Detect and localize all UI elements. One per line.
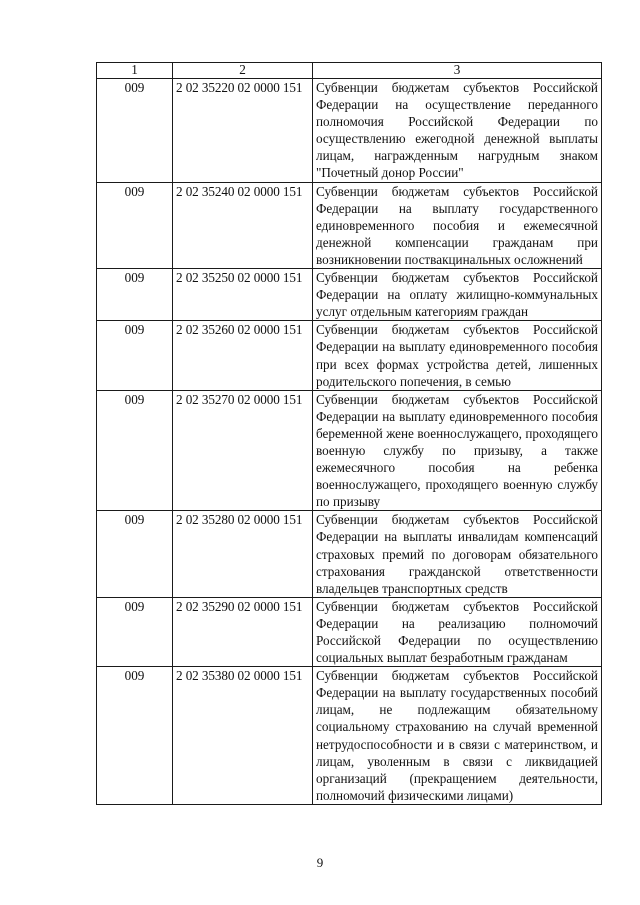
table-row [97, 390, 602, 511]
budget-code-cell: 2 02 35280 02 0000 151 [173, 511, 313, 597]
admin-code-cell: 009 [97, 321, 173, 390]
description-cell: Субвенции бюджетам субъектов Российской Федерации на выплату единовременного пособия при всех формах устройства детей, лишенных родительского попечения, в семью [313, 321, 602, 390]
description-cell: Субвенции бюджетам субъектов Российской Федерации на выплаты инвалидам компенсаций страховых премий по договорам обязательного страхования гражданской ответственности владельцев транспортных средств [313, 511, 602, 597]
admin-code-cell: 009 [97, 182, 173, 268]
column-header-2: 2 [173, 63, 313, 79]
description-cell: Субвенции бюджетам субъектов Российской Федерации на выплату государственных пособий лицам, не подлежащим обязательному социальному страхованию на случай временной нетрудоспособности и в связи с материнством, и лицам, уволенным в связи с ликвидацией организаций (прекращением деятельности, полномочий физическими лицами) [313, 667, 602, 805]
admin-code-cell: 009 [97, 667, 173, 805]
admin-code-cell: 009 [97, 390, 173, 511]
table-row [97, 597, 602, 666]
table-header-row [97, 63, 602, 79]
budget-code-cell: 2 02 35240 02 0000 151 [173, 182, 313, 268]
budget-code-cell: 2 02 35250 02 0000 151 [173, 269, 313, 321]
budget-classification-table [96, 62, 602, 805]
budget-code-cell: 2 02 35220 02 0000 151 [173, 79, 313, 183]
admin-code-cell: 009 [97, 79, 173, 183]
budget-code-cell: 2 02 35290 02 0000 151 [173, 597, 313, 666]
description-cell: Субвенции бюджетам субъектов Российской Федерации на осуществление переданного полномочия Российской Федерации по осуществлению ежегодной денежной выплаты лицам, награжденным нагрудным знаком "Почетный донор России" [313, 79, 602, 183]
table-row [97, 79, 602, 183]
description-cell: Субвенции бюджетам субъектов Российской Федерации на реализацию полномочий Российской Федерации по осуществлению социальных выплат безработным гражданам [313, 597, 602, 666]
table-row [97, 667, 602, 805]
admin-code-cell: 009 [97, 597, 173, 666]
description-cell: Субвенции бюджетам субъектов Российской Федерации на оплату жилищно-коммунальных услуг отдельным категориям граждан [313, 269, 602, 321]
table-row [97, 182, 602, 268]
admin-code-cell: 009 [97, 511, 173, 597]
table-row [97, 269, 602, 321]
description-cell: Субвенции бюджетам субъектов Российской Федерации на выплату единовременного пособия беременной жене военнослужащего, проходящего военную службу по призыву, а также ежемесячного пособия на ребенка военнослужащего, проходящего военную службу по призыву [313, 390, 602, 511]
admin-code-cell: 009 [97, 269, 173, 321]
column-header-1: 1 [97, 63, 173, 79]
table-row [97, 511, 602, 597]
page-number: 9 [316, 855, 324, 870]
budget-code-cell: 2 02 35380 02 0000 151 [173, 667, 313, 805]
table-row [97, 321, 602, 390]
description-cell: Субвенции бюджетам субъектов Российской Федерации на выплату государственного единовременного пособия и ежемесячной денежной компенсации гражданам при возникновении поствакцинальных осложнений [313, 182, 602, 268]
budget-code-cell: 2 02 35270 02 0000 151 [173, 390, 313, 511]
budget-code-cell: 2 02 35260 02 0000 151 [173, 321, 313, 390]
column-header-3: 3 [313, 63, 602, 79]
